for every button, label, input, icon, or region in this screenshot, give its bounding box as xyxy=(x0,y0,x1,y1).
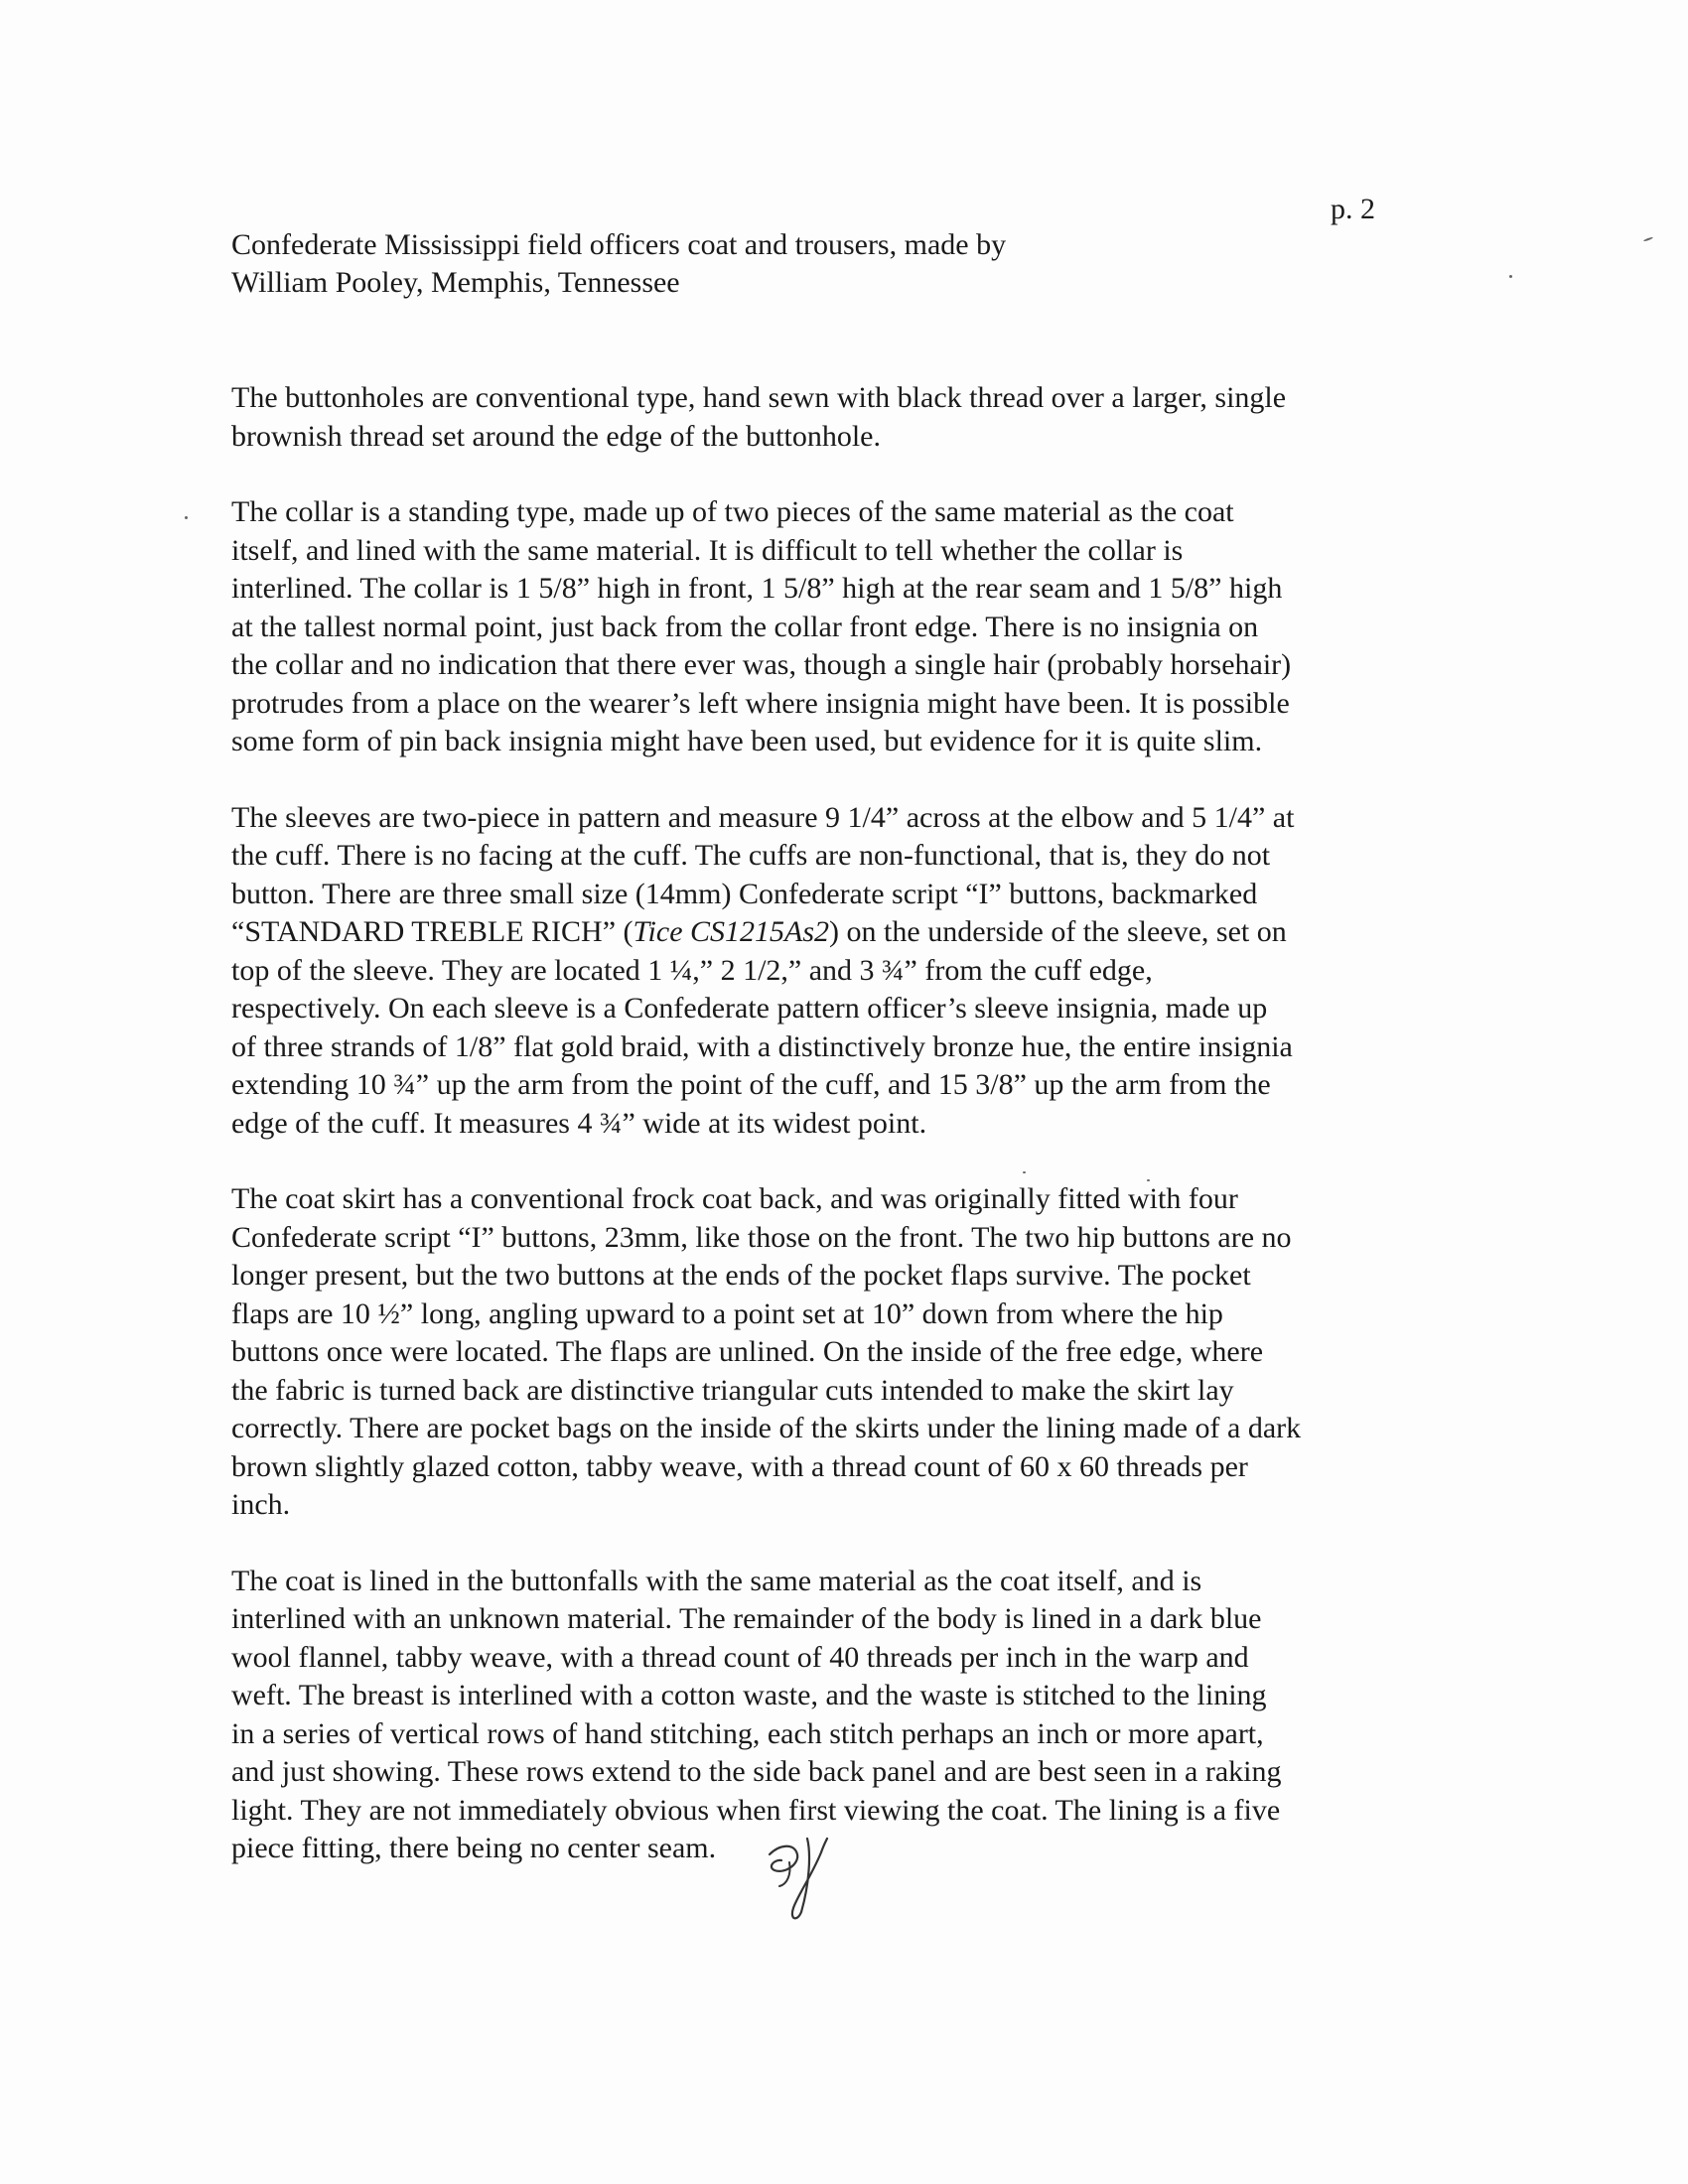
text-line: wool flannel, tabby weave, with a thread count of 40 threads per inch in the warp and xyxy=(231,1640,1249,1674)
text-line: some form of pin back insignia might have been used, but evidence for it is quite slim. xyxy=(231,725,1263,757)
text-line: the collar and no indication that there ever was, though a single hair (probably horsehair) xyxy=(231,648,1292,681)
text-line: interlined with an unknown material. The remainder of the body is lined in a dark blue xyxy=(231,1602,1262,1635)
handwritten-initials-signature xyxy=(760,1825,859,1924)
text-line: The sleeves are two-piece in pattern and measure 9 1/4” across at the elbow and 5 1/4” at xyxy=(231,800,1295,834)
text-line: interlined. The collar is 1 5/8” high in front, 1 5/8” high at the rear seam and 1 5/8” high xyxy=(231,572,1283,605)
text-line: at the tallest normal point, just back from the collar front edge. There is no insignia on xyxy=(231,610,1259,643)
text-line: The collar is a standing type, made up of two pieces of the same material as the coat xyxy=(231,495,1234,528)
scan-speck xyxy=(1509,275,1512,278)
text-line: The coat skirt has a conventional frock coat back, and was originally fitted with four xyxy=(231,1182,1238,1215)
paragraph-lining xyxy=(231,1563,1443,1868)
title-line: William Pooley, Memphis, Tennessee xyxy=(231,266,680,299)
text-line: flaps are 10 ½” long, angling upward to a point set at 10” down from where the hip xyxy=(231,1297,1223,1330)
text-line: respectively. On each sleeve is a Confederate pattern officer’s sleeve insignia, made up xyxy=(231,992,1268,1024)
text-line: and just showing. These rows extend to the side back panel and are best seen in a raking xyxy=(231,1755,1282,1788)
text-line: button. There are three small size (14mm) Confederate script “I” buttons, backmarked xyxy=(231,877,1258,910)
text-line: protrudes from a place on the wearer’s left where insignia might have been. It is possible xyxy=(231,686,1290,720)
text-line: Confederate script “I” buttons, 23mm, like those on the front. The two hip buttons are no xyxy=(231,1220,1292,1254)
page-number: p. 2 xyxy=(1331,193,1375,225)
text-line: longer present, but the two buttons at the ends of the pocket flaps survive. The pocket xyxy=(231,1259,1251,1292)
scan-speck xyxy=(1023,1171,1026,1173)
paragraph-buttonholes xyxy=(231,379,1443,456)
text-line: the cuff. There is no facing at the cuff. The cuffs are non-functional, that is, they do not xyxy=(231,839,1271,872)
text-line: “STANDARD TREBLE RICH” (Tice CS1215As2) on the underside of the sleeve, set on xyxy=(231,915,1287,948)
text-line: itself, and lined with the same material. It is difficult to tell whether the collar is xyxy=(231,533,1184,567)
text-line: piece fitting, there being no center seam. xyxy=(231,1832,717,1864)
text-line: light. They are not immediately obvious when first viewing the coat. The lining is a five xyxy=(231,1793,1281,1827)
text-line: top of the sleeve. They are located 1 ¼,” 2 1/2,” and 3 ¾” from the cuff edge, xyxy=(231,953,1153,987)
paragraph-collar xyxy=(231,493,1443,761)
text-line: The coat is lined in the buttonfalls with the same material as the coat itself, and is xyxy=(231,1564,1202,1597)
text-line: edge of the cuff. It measures 4 ¾” wide at its widest point. xyxy=(231,1106,927,1140)
text-line: The buttonholes are conventional type, hand sewn with black thread over a larger, single xyxy=(231,381,1287,414)
text-line: the fabric is turned back are distinctive triangular cuts intended to make the skirt lay xyxy=(231,1373,1234,1407)
text-line: brown slightly glazed cotton, tabby weave, with a thread count of 60 x 60 threads per xyxy=(231,1449,1248,1483)
title-line: Confederate Mississippi field officers coat and trousers, made by xyxy=(231,228,1007,261)
text-line: buttons once were located. The flaps are unlined. On the inside of the free edge, where xyxy=(231,1335,1264,1368)
text-line: of three strands of 1/8” flat gold braid, with a distinctively bronze hue, the entire insignia xyxy=(231,1029,1293,1063)
scan-speck xyxy=(1643,236,1653,241)
paragraph-coat-skirt xyxy=(231,1180,1443,1525)
text-line: brownish thread set around the edge of the buttonhole. xyxy=(231,419,881,453)
text-line: weft. The breast is interlined with a cotton waste, and the waste is stitched to the lining xyxy=(231,1679,1267,1711)
text-line: extending 10 ¾” up the arm from the point of the cuff, and 15 3/8” up the arm from the xyxy=(231,1068,1271,1101)
scan-speck xyxy=(1147,1179,1150,1181)
text-line: inch. xyxy=(231,1488,291,1521)
catalog-reference: Tice CS1215As2 xyxy=(633,915,830,948)
document-body xyxy=(231,379,1443,1906)
text-line: correctly. There are pocket bags on the inside of the skirts under the lining made of a dark xyxy=(231,1412,1302,1444)
text-line: in a series of vertical rows of hand stitching, each stitch perhaps an inch or more apart, xyxy=(231,1716,1264,1750)
scan-speck xyxy=(185,516,188,519)
signature-drawing xyxy=(760,1825,859,1924)
paragraph-sleeves xyxy=(231,799,1443,1144)
document-title xyxy=(231,226,1443,302)
